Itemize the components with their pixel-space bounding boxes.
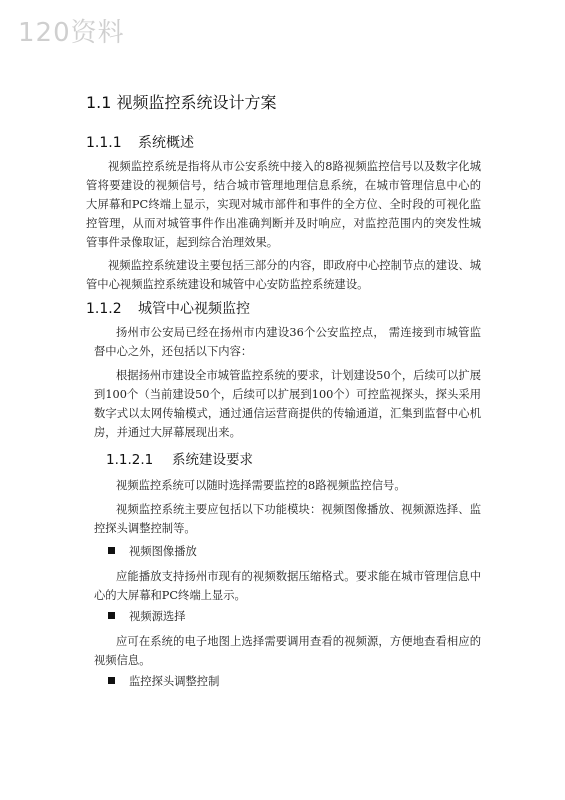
bullet-label: 监控探头调整控制 <box>129 675 220 688</box>
subsection-heading-video <box>86 298 250 318</box>
bullet-square-icon <box>108 612 115 619</box>
bullet-label: 视频图像播放 <box>129 545 197 558</box>
subsubsection-title: 系统建设要求 <box>172 452 253 468</box>
subsection-title: 城管中心视频监控 <box>138 301 250 317</box>
requirement-intro-2: 视频监控系统主要应包括以下功能模块：视频图像播放、视频源选择、监控探头调整控制等。 <box>94 503 481 535</box>
section-number: 1.1 <box>86 93 112 112</box>
video-paragraph-1: 扬州市公安局已经在扬州市内建设36个公安监控点， 需连接到市城管监督中心之外，还包括以下内容： <box>94 326 481 358</box>
subsection-heading-overview <box>86 132 194 152</box>
requirement-intro-1: 视频监控系统可以随时选择需要监控的8路视频监控信号。 <box>116 479 406 492</box>
subsubsection-heading <box>106 448 253 468</box>
subsection-title: 系统概述 <box>138 135 194 151</box>
video-paragraph-2: 根据扬州市建设全市城管监控系统的要求，计划建设50个，后续可以扩展到100个（当前建设50个，后续可以扩展到100个）可控监视探头，探头采用数字式以太网传输模式，通过通信运营商提供的传输通道，汇集到监督中心机房，并通过大屏幕展现出来。 <box>94 369 481 439</box>
bullet-item-camera-control <box>108 673 219 689</box>
bullet-square-icon <box>108 677 115 684</box>
bullet-item-source-select <box>108 608 186 624</box>
bullet-square-icon <box>108 547 115 554</box>
overview-paragraph-2: 视频监控系统建设主要包括三部分的内容，即政府中心控制节点的建设、城管中心视频监控系统建设和城管中心安防监控系统建设。 <box>86 259 481 291</box>
bullet-label: 视频源选择 <box>129 610 186 623</box>
watermark: 120资料 <box>18 18 125 48</box>
subsection-number: 1.1.1 <box>86 135 122 151</box>
section-heading <box>86 90 277 113</box>
subsection-number: 1.1.2 <box>86 301 122 317</box>
section-title: 视频监控系统设计方案 <box>116 93 277 112</box>
bullet-desc-video-playback: 应能播放支持扬州市现有的视频数据压缩格式。要求能在城市管理信息中心的大屏幕和PC终端上显示。 <box>94 570 481 602</box>
bullet-item-video-playback <box>108 543 197 559</box>
subsubsection-number: 1.1.2.1 <box>106 452 154 468</box>
overview-paragraph-1: 视频监控系统是指将从市公安系统中接入的8路视频监控信号以及数字化城管将要建设的视频信号，结合城市管理地理信息系统，在城市管理信息中心的大屏幕和PC终端上显示，实现对城市部件和事件的全方位、全时段的可视化监控管理，从而对城管事件作出准确判断并及时响应，对监控范围内的突发性城管事件录像取证，起到综合治理效果。 <box>86 160 481 249</box>
bullet-desc-source-select: 应可在系统的电子地图上选择需要调用查看的视频源，方便地查看相应的视频信息。 <box>94 635 481 667</box>
